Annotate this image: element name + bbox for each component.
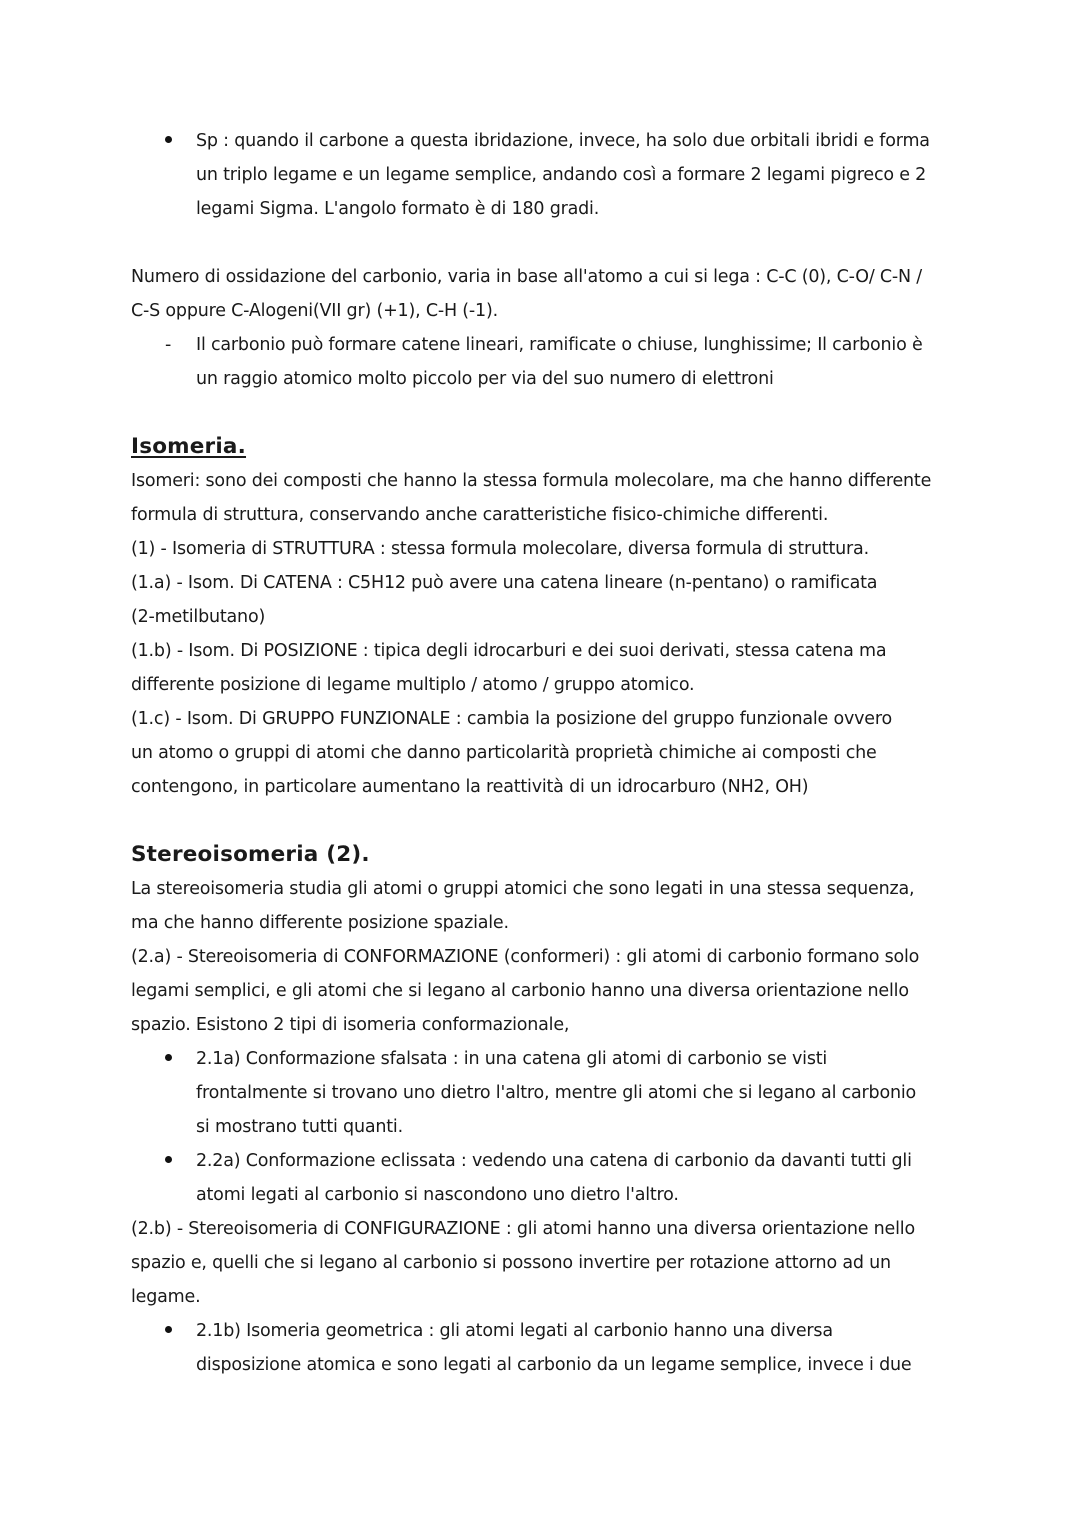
- eclissata-bullet-item: [131, 1144, 951, 1212]
- bullet-dot-icon: [165, 1314, 172, 1348]
- text-line: differente posizione di legame multiplo / atomo / gruppo atomico.: [131, 675, 695, 695]
- text-line: (1.b) - Isom. Di POSIZIONE : tipica degli idrocarburi e dei suoi derivati, stessa catena ma: [131, 641, 887, 661]
- text-line: legame.: [131, 1287, 201, 1307]
- text-line: La stereoisomeria studia gli atomi o gruppi atomici che sono legati in una stessa sequenza,: [131, 879, 915, 899]
- text-line: 2.1b) Isomeria geometrica : gli atomi legati al carbonio hanno una diversa: [196, 1321, 833, 1341]
- text-line: legami semplici, e gli atomi che si legano al carbonio hanno una diversa orientazione nello: [131, 981, 909, 1001]
- bullet-dot-icon: [165, 124, 172, 158]
- text-line: Sp : quando il carbone a questa ibridazione, invece, ha solo due orbitali ibridi e forma: [196, 131, 930, 151]
- sfalsata-bullet-item: [131, 1042, 951, 1144]
- text-line: un atomo o gruppi di atomi che danno particolarità proprietà chimiche ai composti che: [131, 743, 877, 763]
- text-line: (1.a) - Isom. Di CATENA : C5H12 può avere una catena lineare (n-pentano) o ramificata: [131, 573, 878, 593]
- text-line: ma che hanno differente posizione spaziale.: [131, 913, 509, 933]
- isomeria-heading: Isomeria.: [131, 434, 247, 459]
- text-line: (1.c) - Isom. Di GRUPPO FUNZIONALE : cambia la posizione del gruppo funzionale ovvero: [131, 709, 892, 729]
- text-line: un raggio atomico molto piccolo per via del suo numero di elettroni: [196, 369, 774, 389]
- text-line: frontalmente si trovano uno dietro l'altro, mentre gli atomi che si legano al carbonio: [196, 1083, 917, 1103]
- text-line: Numero di ossidazione del carbonio, varia in base all'atomo a cui si lega : C-C (0), C-O/ C-N /: [131, 267, 922, 287]
- text-line: Il carbonio può formare catene lineari, ramificate o chiuse, lunghissime; Il carbonio è: [196, 335, 923, 355]
- text-line: legami Sigma. L'angolo formato è di 180 gradi.: [196, 199, 600, 219]
- text-line: spazio. Esistono 2 tipi di isomeria conformazionale,: [131, 1015, 570, 1035]
- configurazione-paragraph: [131, 1212, 951, 1314]
- document-page: [131, 124, 951, 1382]
- text-line: si mostrano tutti quanti.: [196, 1117, 403, 1137]
- text-line: 2.1a) Conformazione sfalsata : in una catena gli atomi di carbonio se visti: [196, 1049, 828, 1069]
- text-line: spazio e, quelli che si legano al carbonio si possono invertire per rotazione attorno ad un: [131, 1253, 891, 1273]
- text-line: (2.a) - Stereoisomeria di CONFORMAZIONE (conformeri) : gli atomi di carbonio formano solo: [131, 947, 920, 967]
- bullet-dot-icon: [165, 1144, 172, 1178]
- text-line: C-S oppure C-Alogeni(VII gr) (+1), C-H (-1).: [131, 301, 498, 321]
- stereoisomeria-heading: Stereoisomeria (2).: [131, 842, 370, 867]
- text-line: (1) - Isomeria di STRUTTURA : stessa formula molecolare, diversa formula di struttura.: [131, 539, 869, 559]
- text-line: 2.2a) Conformazione eclissata : vedendo una catena di carbonio da davanti tutti gli: [196, 1151, 912, 1171]
- text-line: un triplo legame e un legame semplice, andando così a formare 2 legami pigreco e 2: [196, 165, 927, 185]
- text-line: (2-metilbutano): [131, 607, 266, 627]
- text-line: (2.b) - Stereoisomeria di CONFIGURAZIONE : gli atomi hanno una diversa orientazione nello: [131, 1219, 915, 1239]
- text-line: disposizione atomica e sono legati al carbonio da un legame semplice, invece i due: [196, 1355, 912, 1375]
- ossidazione-paragraph: [131, 260, 951, 328]
- dash-marker: -: [165, 335, 172, 355]
- text-line: contengono, in particolare aumentano la reattività di un idrocarburo (NH2, OH): [131, 777, 809, 797]
- bullet-dot-icon: [165, 1042, 172, 1076]
- stereoisomeria-intro: [131, 872, 951, 1042]
- text-line: formula di struttura, conservando anche caratteristiche fisico-chimiche differenti.: [131, 505, 829, 525]
- dash-list-item: [131, 328, 951, 396]
- sp-bullet-item: [131, 124, 951, 226]
- geometrica-bullet-item: [131, 1314, 951, 1382]
- text-line: Isomeri: sono dei composti che hanno la stessa formula molecolare, ma che hanno differente: [131, 471, 932, 491]
- isomeria-body: [131, 464, 951, 804]
- text-line: atomi legati al carbonio si nascondono uno dietro l'altro.: [196, 1185, 679, 1205]
